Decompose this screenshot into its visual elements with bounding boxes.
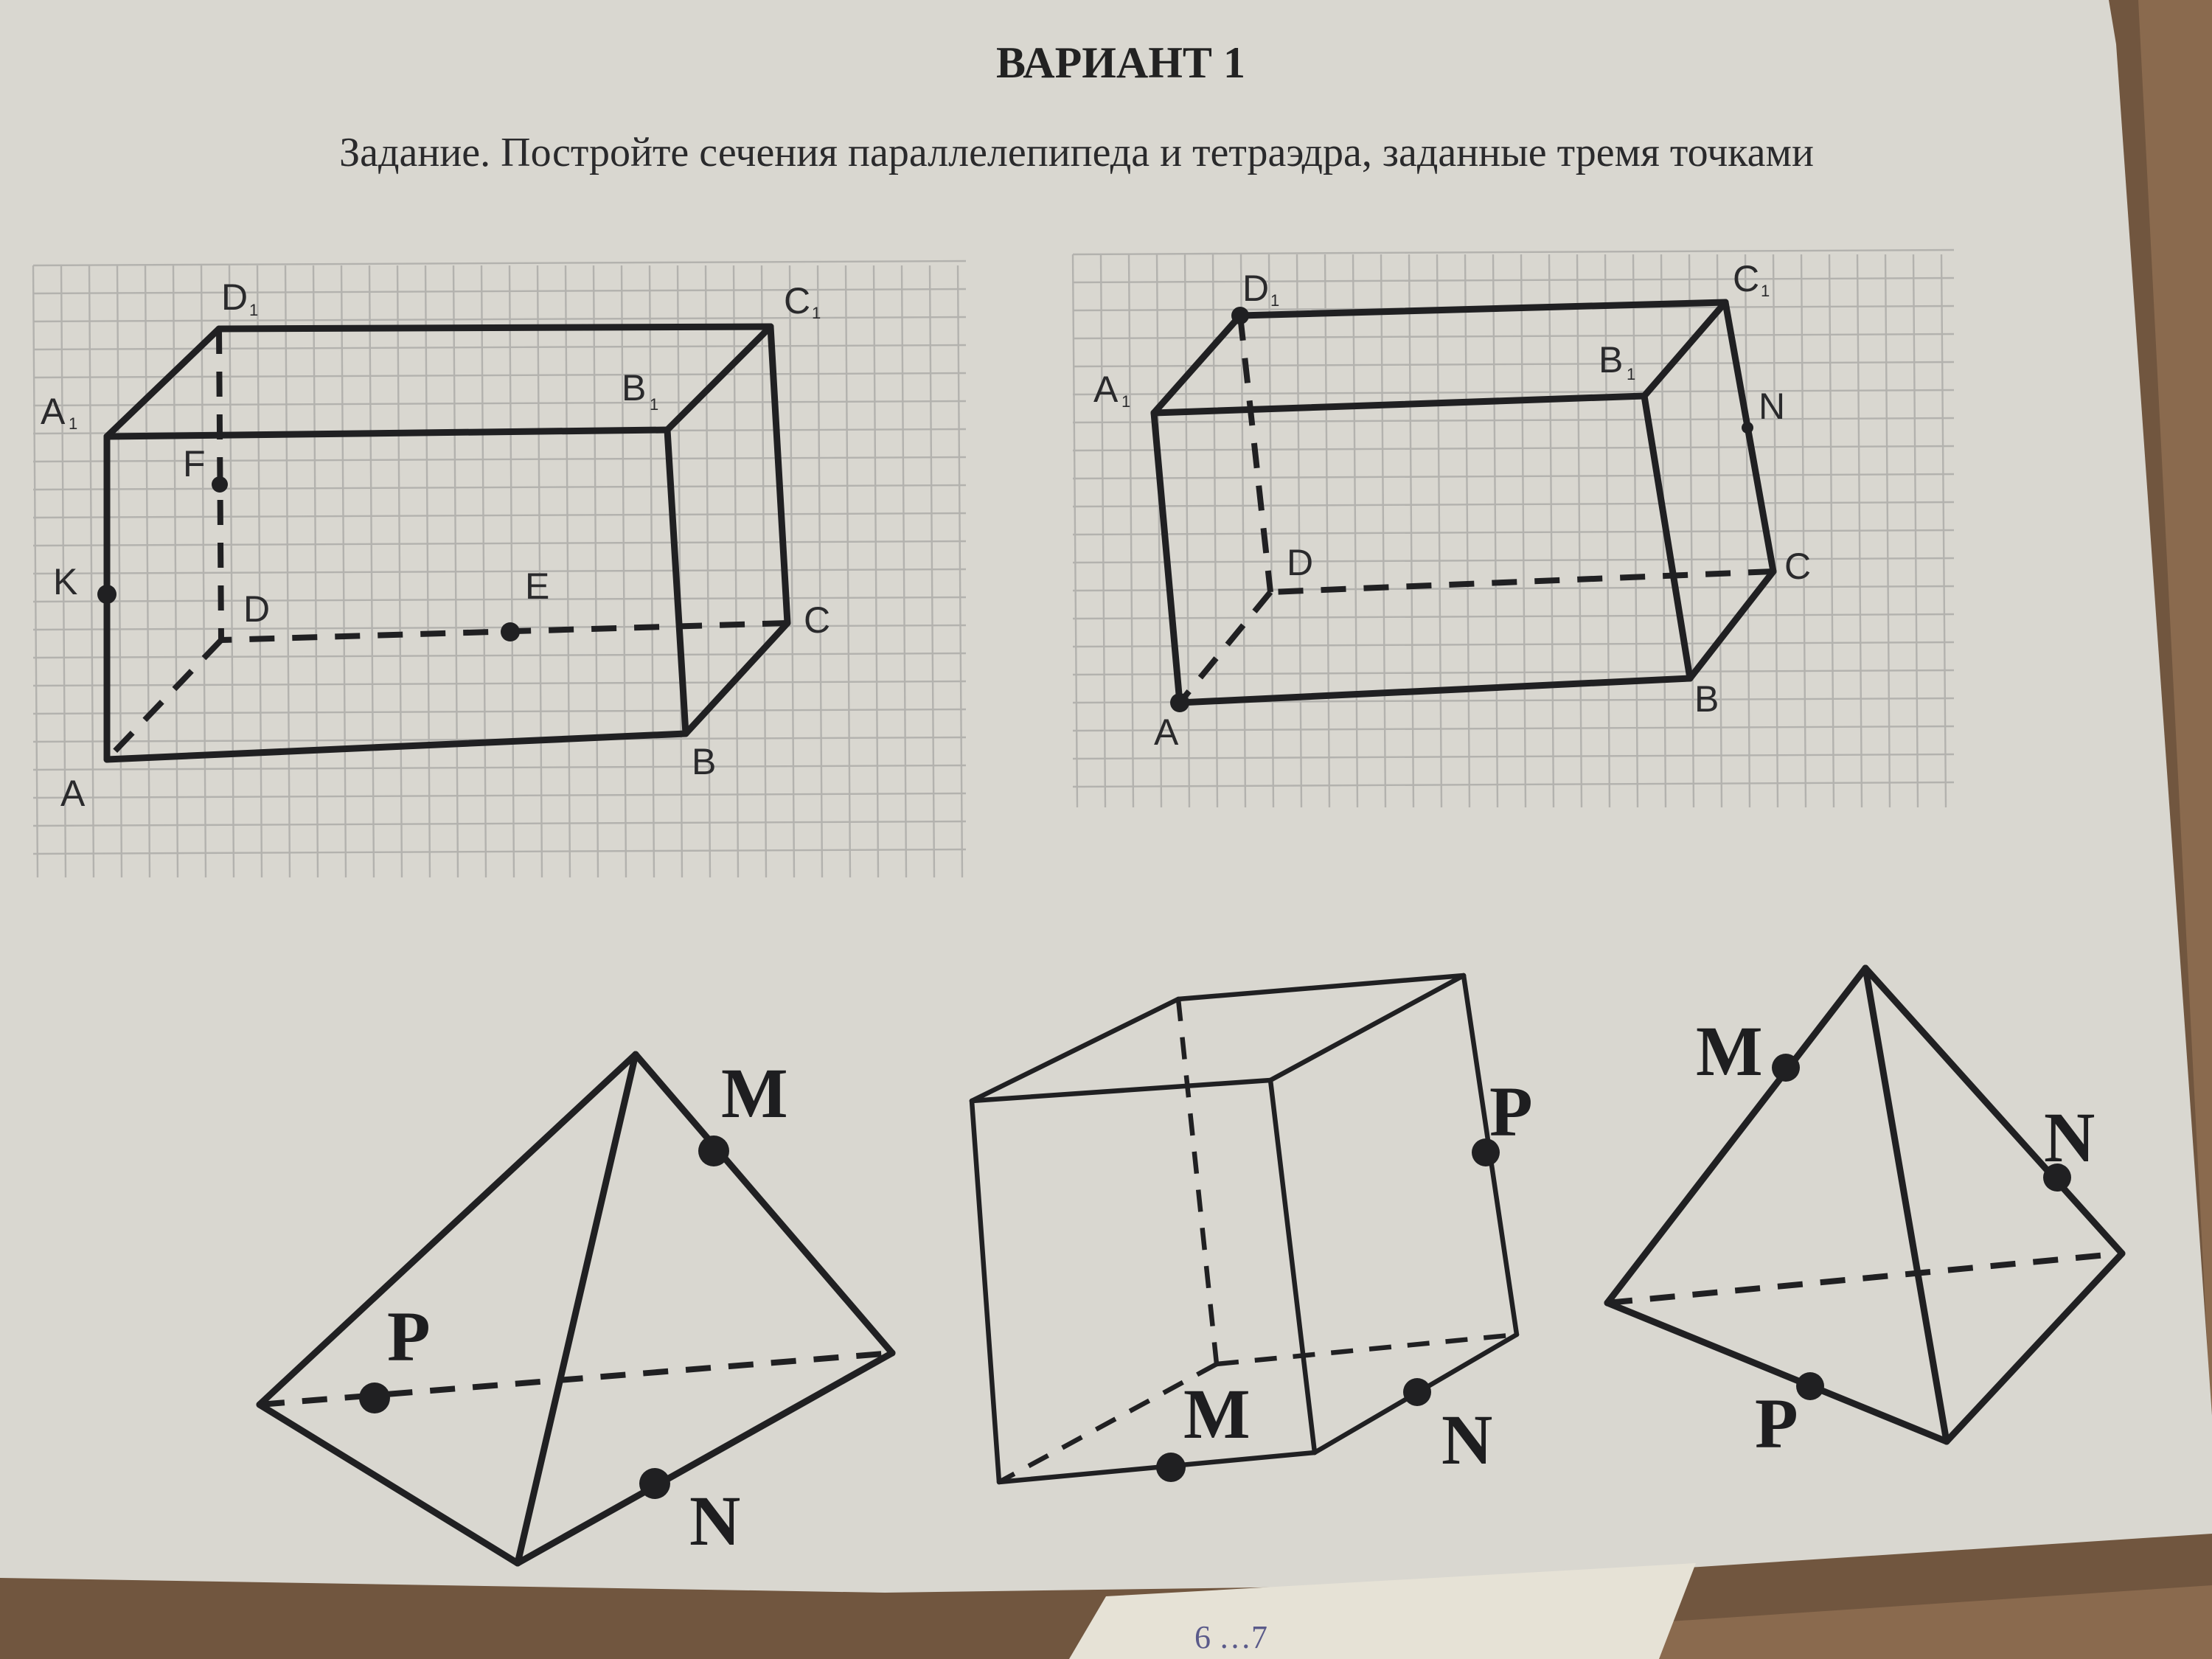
label-B: B — [1694, 678, 1719, 720]
label-C1-sub: 1 — [1761, 282, 1770, 300]
label-D: D — [243, 588, 271, 630]
label-C: C — [804, 599, 831, 641]
task-text: Задание. Постройте сечения параллелепипеда и тетраэдра, заданные тремя точками — [339, 130, 1814, 175]
label-C1: C — [1733, 258, 1760, 299]
label-D1: D — [1242, 268, 1270, 309]
point-N — [1403, 1378, 1431, 1406]
underlying-scribble: 6 …7 — [1194, 1619, 1267, 1655]
label-D1-sub: 1 — [1270, 291, 1280, 310]
label-D1: D — [221, 276, 248, 318]
label-P: P — [387, 1297, 431, 1376]
label-F: F — [183, 443, 206, 484]
label-A1: A — [41, 391, 66, 432]
label-D1-sub: 1 — [249, 301, 259, 319]
point-A — [1170, 693, 1189, 712]
point-M — [698, 1135, 729, 1166]
point-P — [359, 1382, 390, 1413]
point-D1 — [1231, 307, 1249, 324]
label-M: M — [1696, 1012, 1763, 1091]
label-B1-sub: 1 — [650, 395, 659, 414]
label-N: N — [689, 1481, 741, 1560]
label-N: N — [1441, 1400, 1493, 1479]
label-B: B — [692, 741, 717, 782]
point-M — [1772, 1054, 1800, 1082]
label-B1: B — [622, 367, 647, 408]
point-N — [639, 1468, 670, 1499]
point-N — [1742, 422, 1753, 434]
edge-C1D1 — [219, 327, 771, 329]
label-K: K — [53, 561, 78, 602]
label-A: A — [60, 773, 86, 814]
label-M: M — [1183, 1374, 1251, 1453]
label-A1-sub: 1 — [1121, 392, 1131, 411]
point-E — [501, 622, 520, 641]
point-K — [97, 585, 116, 604]
label-M: M — [721, 1054, 788, 1133]
label-A1: A — [1093, 369, 1119, 410]
label-N: N — [2044, 1098, 2096, 1177]
label-B1-sub: 1 — [1627, 365, 1636, 383]
label-C: C — [1784, 546, 1812, 587]
label-E: E — [525, 566, 550, 607]
label-P: P — [1489, 1072, 1533, 1151]
label-B1: B — [1599, 339, 1624, 380]
label-A: A — [1154, 712, 1179, 753]
point-F — [212, 476, 228, 493]
label-N: N — [1759, 386, 1786, 427]
worksheet-heading: ВАРИАНТ 1 — [996, 38, 1245, 87]
label-D: D — [1287, 542, 1314, 583]
label-P: P — [1755, 1384, 1798, 1463]
point-M — [1156, 1453, 1186, 1482]
label-C1: C — [784, 280, 811, 321]
label-A1-sub: 1 — [69, 414, 78, 433]
label-C1-sub: 1 — [812, 304, 821, 322]
point-P — [1796, 1372, 1824, 1400]
